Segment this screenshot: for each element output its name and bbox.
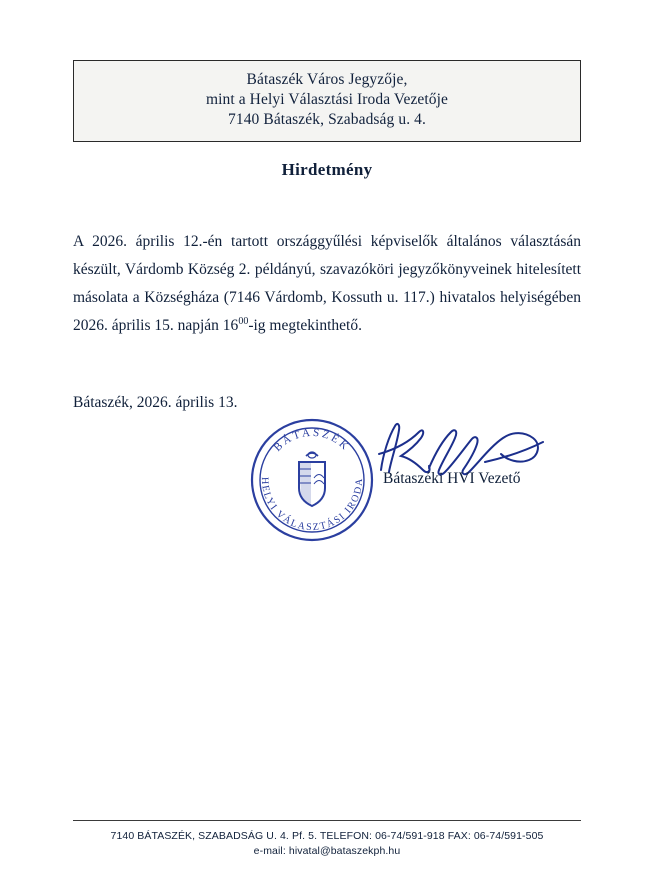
signer-title: Bátaszéki HVI Vezető [383,470,521,487]
notice-body-prefix: A 2026. április 12.-én tartott országgyűlési képviselők általános választásán készült, Várdomb Község 2. példányú, szavazóköri jegyzőkönyveinek hitelesített másolata a Községháza (7146 Várdomb, Kossuth u. 117.) hivatalos helyiségében 2026. április 15. napján 16 [73,233,581,334]
svg-text:BÁTASZÉK: BÁTASZÉK [271,426,353,454]
place-and-date: Bátaszék, 2026. április 13. [73,394,238,411]
official-stamp-icon [248,416,376,544]
letterhead-line-2: mint a Helyi Választási Iroda Vezetője [205,91,449,108]
notice-body [73,228,581,340]
notice-body-superscript: 00 [238,315,249,327]
svg-text:HELYI VÁLASZTÁSI IRODA: HELYI VÁLASZTÁSI IRODA [258,476,366,534]
signature-area [73,410,581,540]
footer-contact-line: 7140 BÁTASZÉK, SZABADSÁG U. 4. Pf. 5. TELEFON: 06-74/591-918 FAX: 06-74/591-505 [110,830,544,842]
footer-divider [73,820,581,821]
page-footer [73,820,581,857]
page-title: Hirdetmény [281,160,373,179]
letterhead-box [73,60,581,142]
letterhead-line-3: 7140 Bátaszék, Szabadság u. 4. [228,111,426,128]
letterhead-line-1: Bátaszék Város Jegyzője, [246,71,408,88]
footer-email-line: e-mail: hivatal@bataszekph.hu [253,845,401,857]
notice-body-suffix: -ig megtekinthető. [248,317,362,334]
